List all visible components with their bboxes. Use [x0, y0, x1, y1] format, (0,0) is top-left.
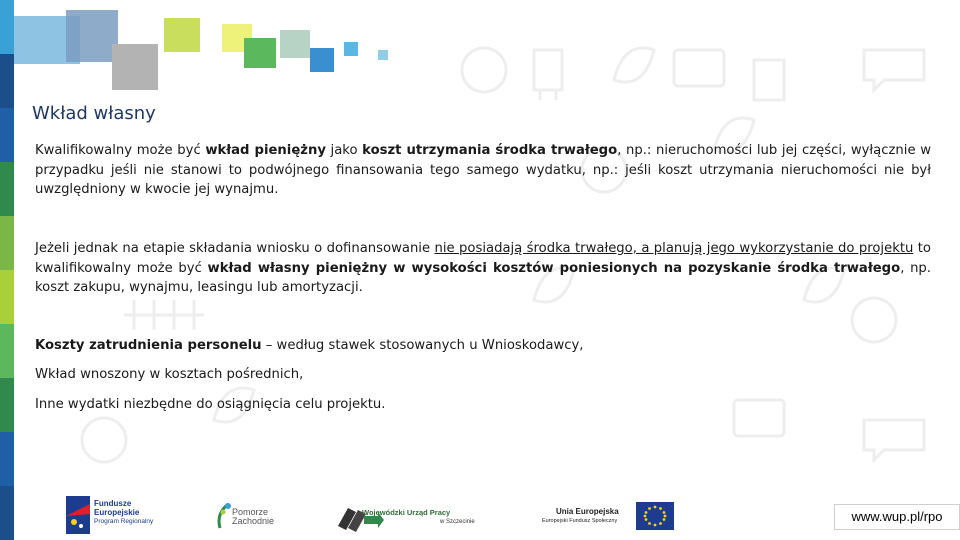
slide-title: Wkład własny: [32, 103, 156, 124]
para1-text: jako: [325, 143, 363, 158]
briefcase-icon: [734, 400, 784, 436]
pomorze-line: Pomorze: [232, 507, 269, 517]
cost-line-other: Inne wydatki niezbędne do osiągnięcia celu projektu.: [35, 397, 386, 412]
para2-text: , np. koszt zakupu, wynajmu, leasingu lub amortyzacji.: [35, 260, 931, 295]
logo-wup: [336, 500, 480, 534]
para1-bold: koszt utrzymania środka trwałego: [362, 143, 618, 158]
pomorze-line: Zachodnie: [232, 516, 275, 526]
logo-fundusze-europejskie: [66, 496, 176, 534]
logo-unia-europejska: [540, 502, 680, 532]
website-url[interactable]: www.wup.pl/rpo: [834, 504, 960, 530]
fe-star-icon: [66, 496, 90, 534]
chat-icon: [864, 420, 924, 460]
fan-icon: [852, 298, 896, 342]
wup-line: Wojewódzki Urząd Pracy: [362, 508, 451, 517]
para2-text: to kwalifikowalny może być: [35, 241, 931, 276]
fe-line: Program Regionalny: [94, 518, 154, 525]
fan-icon: [82, 418, 126, 462]
tram-icon: [534, 50, 562, 100]
eu-flag-icon: [636, 502, 674, 530]
pomorze-leaf-icon: [214, 500, 234, 530]
cost-line-personnel: [35, 338, 584, 353]
wup-blocks-icon: [336, 502, 384, 532]
left-color-strip: [0, 0, 14, 540]
paragraph-1: [35, 141, 931, 200]
leaf-icon: [614, 48, 654, 82]
para1-bold: wkład pieniężny: [205, 143, 326, 158]
paragraph-2: [35, 239, 931, 298]
chat-icon: [864, 50, 924, 90]
para2-text: Jeżeli jednak na etapie składania wniosku o dofinansowanie: [35, 241, 435, 256]
para1-text: Kwalifikowalny może być: [35, 143, 206, 158]
para2-underline: nie posiadają środka trwałego, a planują jego wykorzystanie do projektu: [434, 241, 914, 256]
ue-line: Europejski Fundusz Społeczny: [542, 518, 618, 524]
tram-icon: [754, 60, 784, 100]
logo-pomorze-zachodnie: [214, 500, 284, 532]
line1-text: – według stawek stosowanych u Wnioskodawcy,: [261, 338, 584, 353]
fence-icon: [124, 300, 204, 330]
wup-line: w Szczecinie: [440, 519, 475, 525]
briefcase-icon: [674, 50, 724, 86]
para2-bold: wkład własny pieniężny w wysokości kosztów poniesionych na pozyskanie środka trwałego: [207, 260, 901, 276]
line1-bold: Koszty zatrudnienia personelu: [35, 338, 262, 353]
fan-icon: [462, 48, 506, 92]
fe-line: Fundusze: [94, 499, 132, 508]
cost-line-indirect: Wkład wnoszony w kosztach pośrednich,: [35, 367, 304, 382]
fe-line: Europejskie: [94, 508, 140, 517]
para1-text: , np.: nieruchomości lub jej części, wyłącznie w przypadku jeśli nie stanowi to podwójnego finansowania tego samego wydatku, np.: jeśli koszt utrzymania nieruchomości nie był uwzględniony w kwocie jej wynajmu.: [35, 143, 931, 197]
ue-line: Unia Europejska: [556, 507, 619, 516]
